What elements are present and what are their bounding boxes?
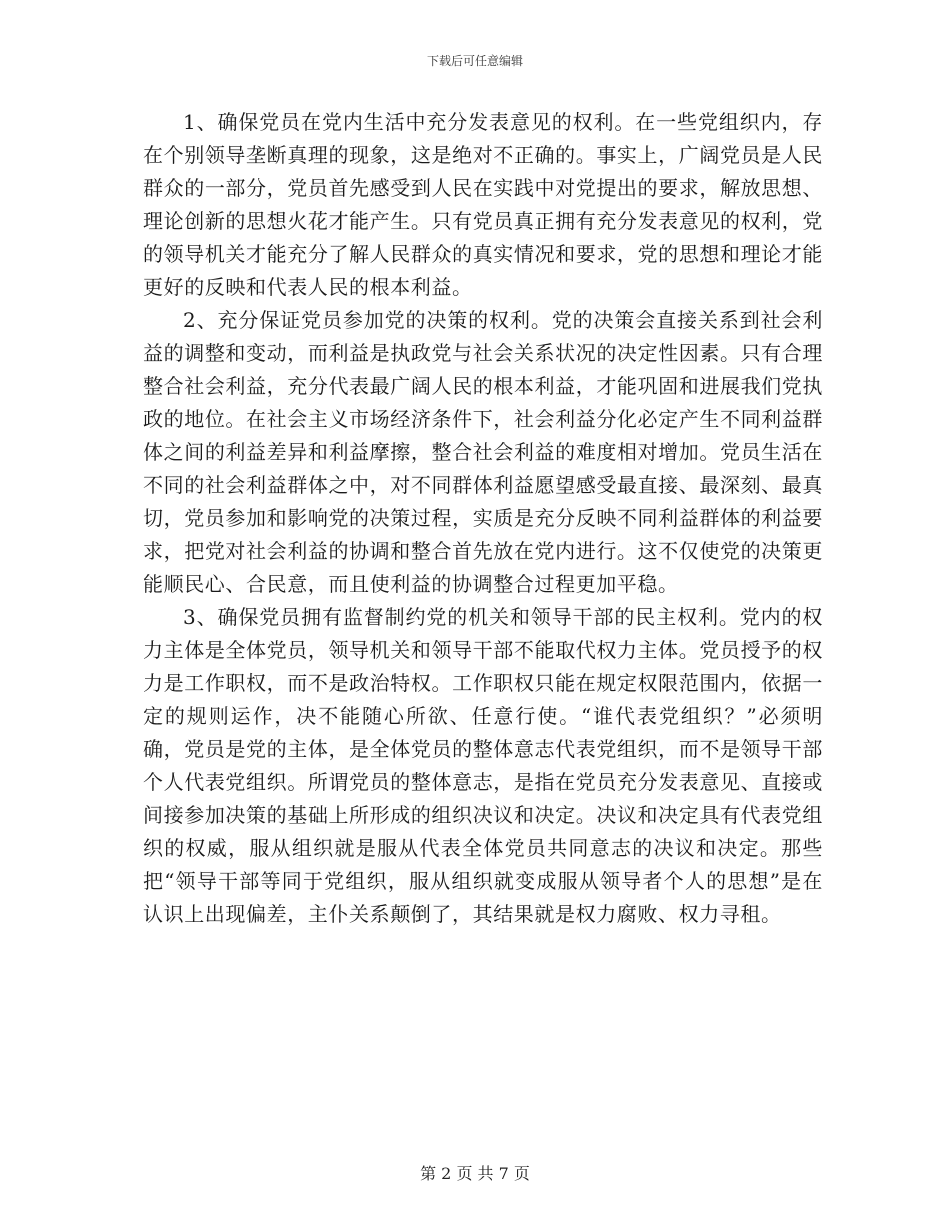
page-number-footer: 第 2 页 共 7 页 [420, 1164, 530, 1183]
paragraph-2: 2、充分保证党员参加党的决策的权利。党的决策会直接关系到社会利益的调整和变动，而利益是执政党与社会关系状况的决定性因素。只有合理整合社会利益，充分代表最广阔人民的根本利益，才能巩固和进展我们党执政的地位。在社会主义市场经济条件下，社会利益分化必定产生不同利益群体之间的利益差异和利益摩擦，整合社会利益的难度相对增加。党员生活在不同的社会利益群体之中，对不同群体利益愿望感受最直接、最深刻、最真切，党员参加和影响党的决策过程，实质是充分反映不同利益群体的利益要求，把党对社会利益的协调和整合首先放在党内进行。这不仅使党的决策更能顺民心、合民意，而且使利益的协调整合过程更加平稳。 [143, 308, 823, 596]
page-header: 下载后可任意编辑 [426, 54, 523, 68]
document-body [143, 106, 823, 931]
paragraph-1: 1、确保党员在党内生活中充分发表意见的权利。在一些党组织内，存在个别领导垄断真理的现象，这是绝对不正确的。事实上，广阔党员是人民群众的一部分，党员首先感受到人民在实践中对党提出的要求，解放思想、理论创新的思想火花才能产生。只有党员真正拥有充分发表意见的权利，党的领导机关才能充分了解人民群众的真实情况和要求，党的思想和理论才能更好的反映和代表人民的根本利益。 [143, 110, 823, 299]
paragraph-3: 3、确保党员拥有监督制约党的机关和领导干部的民主权利。党内的权力主体是全体党员，领导机关和领导干部不能取代权力主体。党员授予的权力是工作职权，而不是政治特权。工作职权只能在规定权限范围内，依据一定的规则运作，决不能随心所欲、任意行使。“谁代表党组织？”必须明确，党员是党的主体，是全体党员的整体意志代表党组织，而不是领导干部个人代表党组织。所谓党员的整体意志，是指在党员充分发表意见、直接或间接参加决策的基础上所形成的组织决议和决定。决议和决定具有代表党组织的权威，服从组织就是服从代表全体党员共同意志的决议和决定。那些把“领导干部等同于党组织，服从组织就变成服从领导者个人的思想”是在认识上出现偏差，主仆关系颠倒了，其结果就是权力腐败、权力寻租。 [143, 605, 823, 926]
